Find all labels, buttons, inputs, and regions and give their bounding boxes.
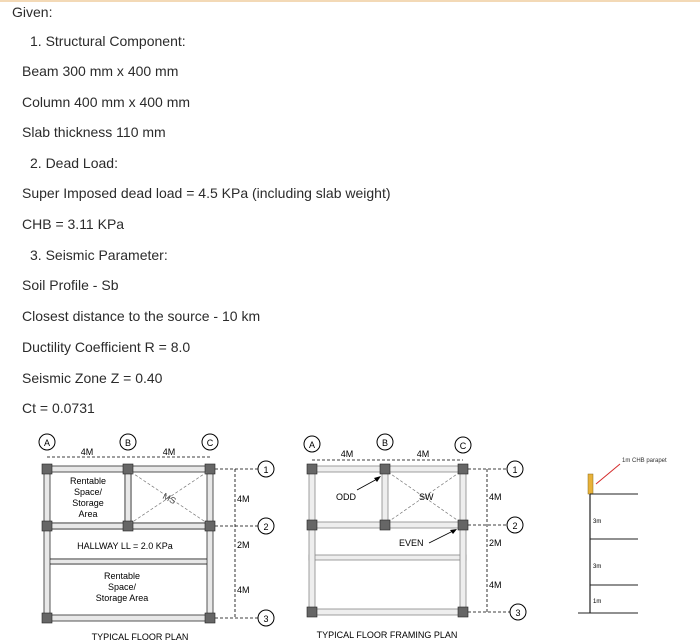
height-1-label: 3m [593, 519, 602, 525]
slab-thickness: Slab thickness 110 mm [22, 124, 166, 140]
grid-bubble-a [39, 434, 55, 450]
column-size: Column 400 mm x 400 mm [22, 94, 191, 110]
grid-bubble-3 [510, 604, 526, 620]
dim-2h-label: 2M [237, 540, 250, 550]
svg-text:3: 3 [515, 608, 521, 618]
typical-floor-framing-plan [295, 428, 545, 643]
grid-bubble-c [202, 434, 218, 450]
grid-bubble-b [377, 434, 393, 450]
framing-beams [309, 466, 466, 615]
svg-text:A: A [43, 438, 51, 448]
even-label: EVEN [399, 538, 424, 548]
svg-text:3: 3 [263, 614, 269, 624]
svg-text:1: 1 [512, 465, 518, 475]
room1-line1: Rentable [69, 476, 107, 486]
room2-line3: Storage Area [95, 593, 149, 603]
dim-h3-label: 4M [489, 580, 502, 590]
grid-bubble-c [455, 437, 471, 453]
dim-bc-label: 4M [416, 449, 430, 459]
room1-line3: Storage [72, 498, 104, 508]
svg-text:C: C [459, 441, 467, 451]
grid-bubble-1 [507, 461, 523, 477]
seismic-zone: Seismic Zone Z = 0.40 [22, 370, 163, 386]
top-border [0, 0, 700, 2]
seismic-parameter-heading: 3. Seismic Parameter: [30, 247, 168, 263]
parapet-label: 1m CHB parapet [622, 458, 667, 464]
typical-floor-plan [30, 428, 290, 643]
given-heading: Given: [12, 4, 53, 20]
parapet-wall [588, 474, 593, 494]
grid-bubble-2 [258, 518, 274, 534]
dim-12-label: 4M [237, 494, 250, 504]
height-2-label: 3m [593, 564, 602, 570]
dim-2h-label: 2M [489, 538, 502, 548]
framing-plan-caption: TYPICAL FLOOR FRAMING PLAN [316, 630, 458, 640]
chb-load: CHB = 3.11 KPa [22, 216, 125, 232]
svg-text:1: 1 [263, 465, 269, 475]
odd-label: ODD [336, 492, 356, 502]
svg-text:B: B [381, 438, 389, 448]
svg-text:2: 2 [512, 521, 518, 531]
even-arrow [429, 530, 455, 543]
superimposed-dead-load: Super Imposed dead load = 4.5 KPa (including slab weight) [22, 185, 391, 201]
height-3-label: 1m [593, 599, 602, 605]
grid-bubble-a [304, 436, 320, 452]
room1-line2: Space/ [73, 487, 103, 497]
structural-component-heading: 1. Structural Component: [30, 33, 186, 49]
soil-profile: Soil Profile - Sb [22, 277, 119, 293]
ductility-coefficient: Ductility Coefficient R = 8.0 [22, 339, 191, 355]
dim-bc-label: 4M [162, 447, 176, 457]
room2-line2: Space/ [107, 582, 137, 592]
grid-bubble-2 [507, 517, 523, 533]
closest-distance: Closest distance to the source - 10 km [22, 308, 261, 324]
room2-line1: Rentable [103, 571, 141, 581]
svg-text:2: 2 [263, 522, 269, 532]
dim-12-label: 4M [489, 492, 502, 502]
dim-ab-label: 4M [80, 447, 94, 457]
svg-text:B: B [124, 438, 132, 448]
svg-text:C: C [206, 438, 214, 448]
sw-label: SW [419, 492, 434, 502]
beam-size: Beam 300 mm x 400 mm [22, 63, 179, 79]
grid-bubble-1 [258, 461, 274, 477]
dim-h3-label: 4M [237, 585, 250, 595]
parapet-pointer [596, 464, 620, 484]
dead-load-heading: 2. Dead Load: [30, 155, 118, 171]
grid-bubble-3 [258, 610, 274, 626]
svg-text:A: A [308, 440, 316, 450]
ct-value: Ct = 0.0731 [22, 400, 95, 416]
floor-plan-caption: TYPICAL FLOOR PLAN [91, 632, 189, 642]
building-elevation [560, 448, 690, 623]
grid-bubble-b [120, 434, 136, 450]
dim-ab-label: 4M [340, 449, 354, 459]
hallway-label: HALLWAY LL = 2.0 KPa [77, 541, 173, 551]
ms-label: MS [161, 490, 178, 507]
room1-line4: Area [78, 509, 98, 519]
